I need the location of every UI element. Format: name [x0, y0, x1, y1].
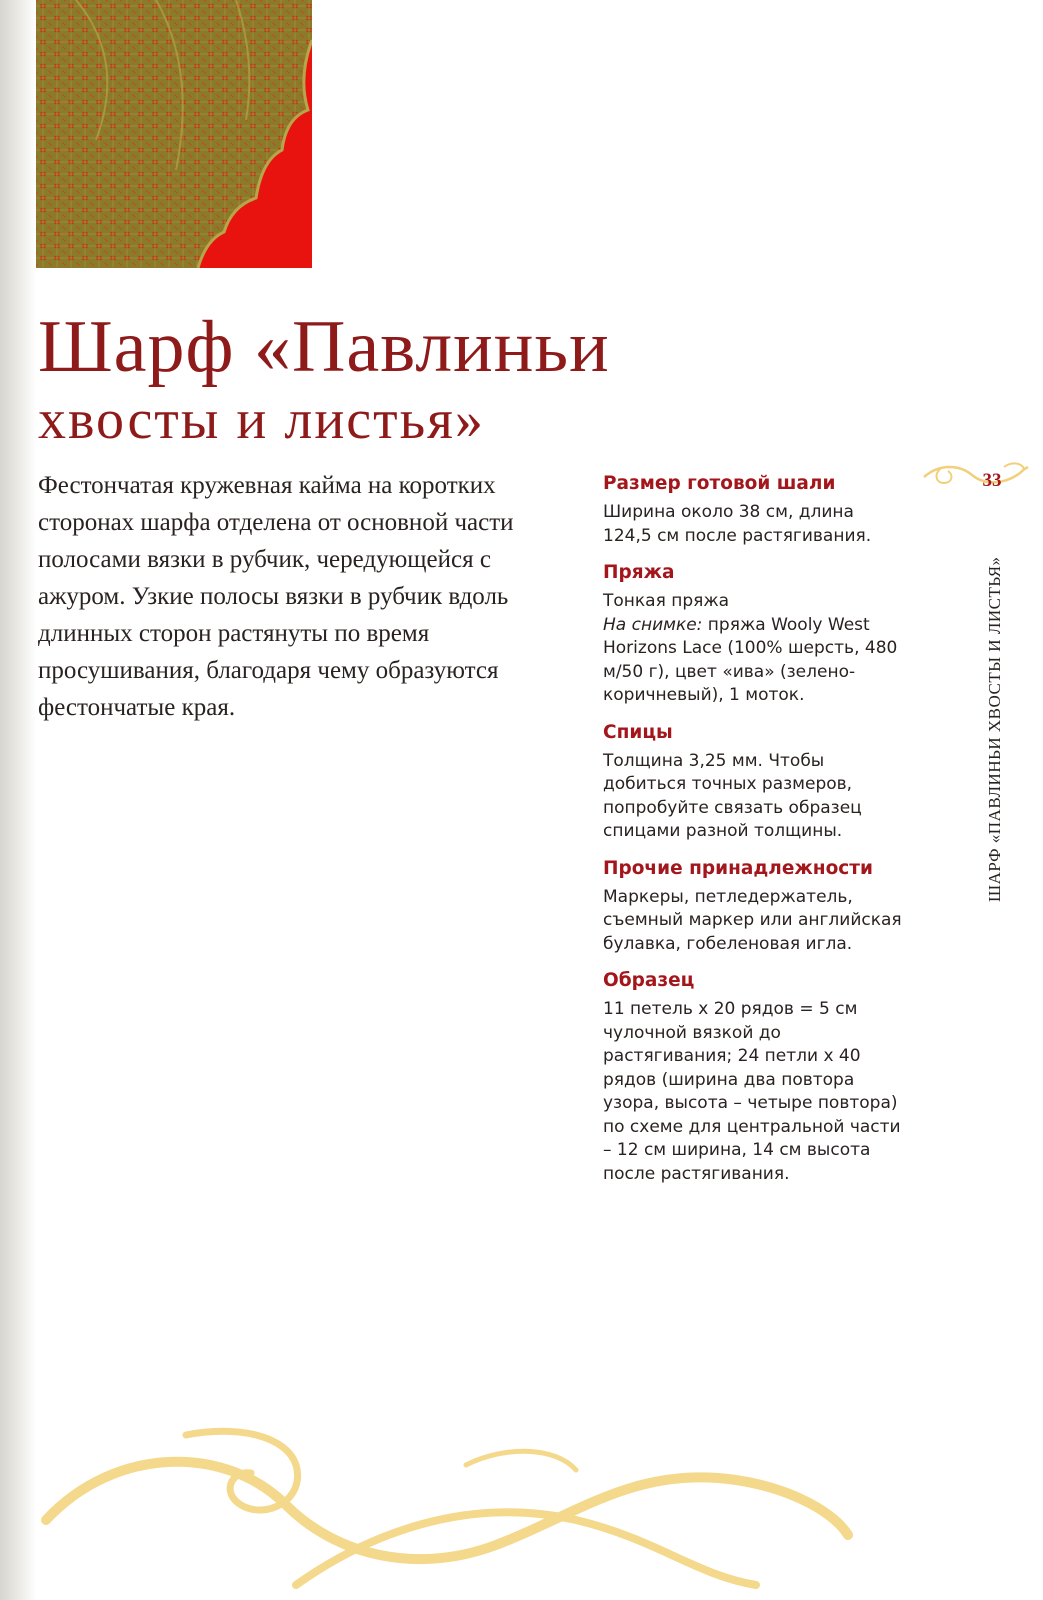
- spec-needles-heading: Спицы: [603, 721, 673, 743]
- spec-yarn-name: Тонкая пряжа: [603, 591, 730, 611]
- title-line-2: хвосты и листья»: [38, 389, 485, 451]
- spec-gauge-text: 11 петель х 20 рядов = 5 см чулочной вязкой до растягивания; 24 петли х 40 рядов (ширина два повтора узора, высота – четыре повтора) по схеме для центральной части – 12 см ширина, 14 см высота после растягивания.: [603, 999, 901, 1184]
- spec-yarn: [603, 561, 903, 708]
- intro-paragraph: Фестончатая кружевная кайма на коротких сторонах шарфа отделена от основной части полосами вязки в рубчик, чередующейся с ажуром. Узкие полосы вязки в рубчик вдоль длинных сторон растянуты по время просушивания, благодаря чему образуются фестончатые края.: [38, 472, 514, 721]
- spec-gauge: [603, 969, 903, 1186]
- spec-yarn-photo-note: [603, 614, 903, 708]
- spec-size: [603, 472, 903, 548]
- running-title: ШАРФ «ПАВЛИНЬИ ХВОСТЫ И ЛИСТЬЯ»: [985, 556, 1004, 902]
- spec-yarn-photo-text: пряжа Wooly West Horizons Lace (100% шерсть, 480 м/50 г), цвет «ива» (зелено-коричневый), 1 моток.: [603, 614, 898, 705]
- spec-size-heading: Размер готовой шали: [603, 473, 836, 494]
- spec-needles-text: Толщина 3,25 мм. Чтобы добиться точных размеров, попробуйте связать образец спицами разной толщины.: [603, 750, 862, 841]
- specifications-column: [603, 472, 903, 1199]
- spec-notions-heading: Прочие принадлежности: [603, 857, 873, 879]
- spec-notions-text: Маркеры, петледержатель, съемный маркер или английская булавка, гобеленовая игла.: [603, 886, 902, 954]
- flourish-ornament-bottom: [36, 1425, 856, 1600]
- spec-notions: [603, 857, 903, 957]
- spec-yarn-heading: Пряжа: [603, 562, 675, 583]
- page-gutter-shadow: [0, 0, 36, 1600]
- spec-yarn-photo-label: На снимке:: [603, 614, 703, 635]
- spec-gauge-heading: Образец: [603, 970, 695, 991]
- title-line-1: Шарф «Павлиньи: [38, 306, 610, 388]
- lace-scarf-photo: [36, 0, 312, 268]
- spec-needles: [603, 721, 903, 844]
- page-number: 33: [982, 470, 1002, 491]
- spec-size-text: Ширина около 38 см, длина 124,5 см после растягивания.: [603, 502, 872, 546]
- page-title: [38, 305, 758, 451]
